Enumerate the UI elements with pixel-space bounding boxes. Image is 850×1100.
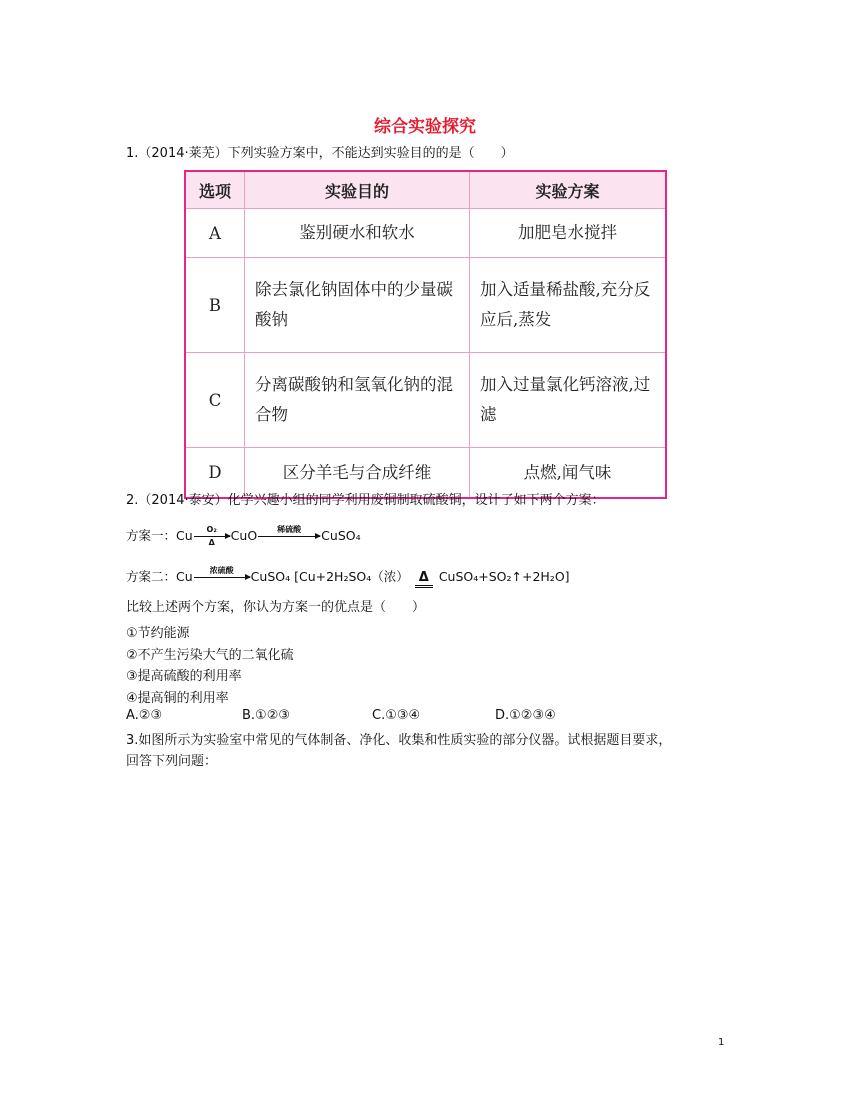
scheme-two-label: 方案二： [126,569,177,584]
option-cell: D [185,448,245,499]
header-option: 选项 [185,171,245,209]
option-cell: B [185,258,245,353]
option-cell: C [185,353,245,448]
arrow-condition: 浓硫酸 [209,566,234,575]
reactant: Cu [176,528,193,543]
question-3-stem: 3.如图所示为实验室中常见的气体制备、净化、收集和性质实验的部分仪器。试根据题目要求， [126,733,672,748]
answer-choices [126,708,726,726]
intermediate: CuO [230,528,258,543]
equation-left: [Cu+2H₂SO₄（浓） [294,569,409,584]
reaction-arrow [194,525,230,547]
page-title: 综合实验探究 [374,117,476,137]
table-row [185,448,666,499]
question-3-stem-continued: 回答下列问题： [126,754,218,769]
list-item: ②不产生污染大气的二氧化硫 [126,648,294,663]
reaction-arrow [258,525,320,537]
list-item: ①节约能源 [126,626,190,641]
reactant: Cu [176,569,193,584]
goal-cell: 区分羊毛与合成纤维 [245,448,470,499]
choice-a: A.②③ [126,708,163,723]
table-row [185,209,666,258]
table-row [185,258,666,353]
plan-cell: 加入适量稀盐酸,充分反应后,蒸发 [470,258,667,353]
heat-condition: Δ [208,538,215,547]
table-row [185,353,666,448]
option-cell: A [185,209,245,258]
question-2-stem: 2.（2014·泰安）化学兴趣小组的同学利用废铜制取硫酸铜，设计了如下两个方案： [126,493,605,508]
goal-cell: 分离碳酸钠和氢氧化钠的混合物 [245,353,470,448]
experiment-table [184,170,667,499]
equation-right: CuSO₄+SO₂↑+2H₂O] [438,569,570,584]
reaction-arrow [194,566,250,578]
list-item: ③提高硫酸的利用率 [126,669,242,684]
scheme-one [126,525,361,547]
choice-d: D.①②③④ [495,708,556,723]
arrow-condition: 稀硫酸 [277,525,302,534]
list-item: ④提高铜的利用率 [126,691,229,706]
scheme-one-label: 方案一： [126,528,177,543]
arrow-condition: O₂ [206,525,217,534]
header-goal: 实验目的 [245,171,470,209]
plan-cell: 点燃,闻气味 [470,448,667,499]
header-plan: 实验方案 [470,171,667,209]
page-number: 1 [718,1037,725,1048]
product: CuSO₄ [250,569,291,584]
question-2-prompt: 比较上述两个方案，你认为方案一的优点是（ ） [126,600,426,615]
question-1-stem: 1.（2014·莱芜）下列实验方案中，不能达到实验目的的是（ ） [126,146,514,161]
goal-cell: 除去氯化钠固体中的少量碳酸钠 [245,258,470,353]
heat-condition: Δ [415,571,433,588]
scheme-two [126,567,570,588]
choice-b: B.①②③ [242,708,291,723]
plan-cell: 加入过量氯化钙溶液,过滤 [470,353,667,448]
goal-cell: 鉴别硬水和软水 [245,209,470,258]
choice-c: C.①③④ [372,708,421,723]
plan-cell: 加肥皂水搅拌 [470,209,667,258]
product: CuSO₄ [321,528,361,543]
table-header-row [185,171,666,209]
